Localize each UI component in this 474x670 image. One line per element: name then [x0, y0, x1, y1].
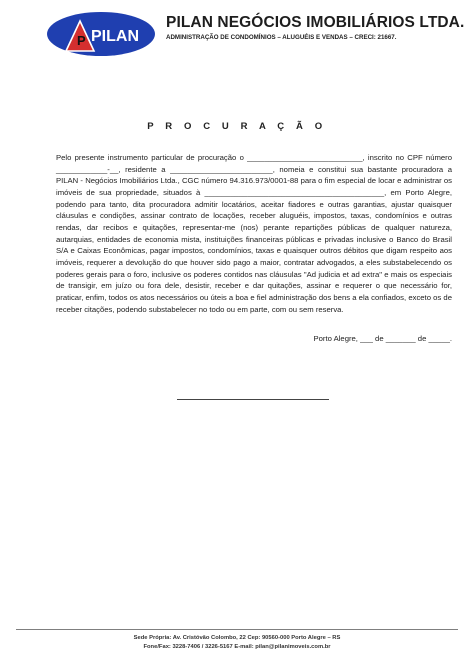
footer-divider — [16, 629, 458, 630]
date-line: Porto Alegre, ___ de _______ de _____. — [313, 334, 452, 343]
logo-text: PILAN — [91, 28, 139, 45]
document-title: P R O C U R A Ç Ã O — [147, 121, 327, 132]
footer-address: Sede Própria: Av. Cristóvão Colombo, 22 Cep: 90560-000 Porto Alegre – RS — [133, 635, 341, 641]
footer-contact: Fone/Fax: 3228-7406 / 3226-5167 E-mail: pilan@pilanimoveis.com.br — [143, 643, 331, 650]
document-body: Pelo presente instrumento particular de procuração o ___________________________, inscrito no CPF número ____________-__, residente a ________________________, nomeia e constitui sua bastante procuradora a PILAN - Negócios Imobiliários Ltda., CGC número 94.316.973/0001-88 para o fim especial de locar e administrar os imóveis de sua propriedade, situados à __________________________________________, em Porto Alegre, podendo para tanto, dita procuradora admitir locatários, aceitar fiadores e outras garantias, ajustar quaisquer cláusulas e condições, assinar contrato de locações, receber aluguéis, impostos, taxas, condomínios e outras rendas, dar recibos e quitações, representar-me (nos) perante repartições públicas de qualquer natureza, autarquias, entidades de economia mista, instituições financeiras públicas e privadas inclusive o Banco do Brasil S/A e Caixas Econômicas, pagar impostos, condomínios, taxas e quaisquer outros débitos que digam respeito aos imóveis, requerer a devolução do que houver sido pago a maior, contratar advogados, a eles substabelecendo os poderes gerais para o foro, inclusive os poderes contidos nas cláusulas "Ad judicia et ad extra" e mais os especiais de transigir, em juízo ou fora dele, desistir, receber e dar quitações, assinar e requerer o que necessário for, praticar, enfim, todos os atos necessários ou úteis a boa e fiel administração dos bens a ela confiados, exceto os de receber citações, podendo substabelecer no todo ou em parte, com ou sem reserva. — [56, 153, 452, 314]
logo-monogram: P — [77, 33, 86, 48]
signature-line — [177, 399, 329, 400]
pilan-logo — [46, 11, 156, 57]
company-name: PILAN NEGÓCIOS IMOBILIÁRIOS LTDA. — [166, 14, 465, 31]
company-subtitle: ADMINISTRAÇÃO DE CONDOMÍNIOS – ALUGUÉIS E VENDAS – CRECI: 21667. — [166, 34, 397, 41]
footer — [0, 634, 474, 651]
